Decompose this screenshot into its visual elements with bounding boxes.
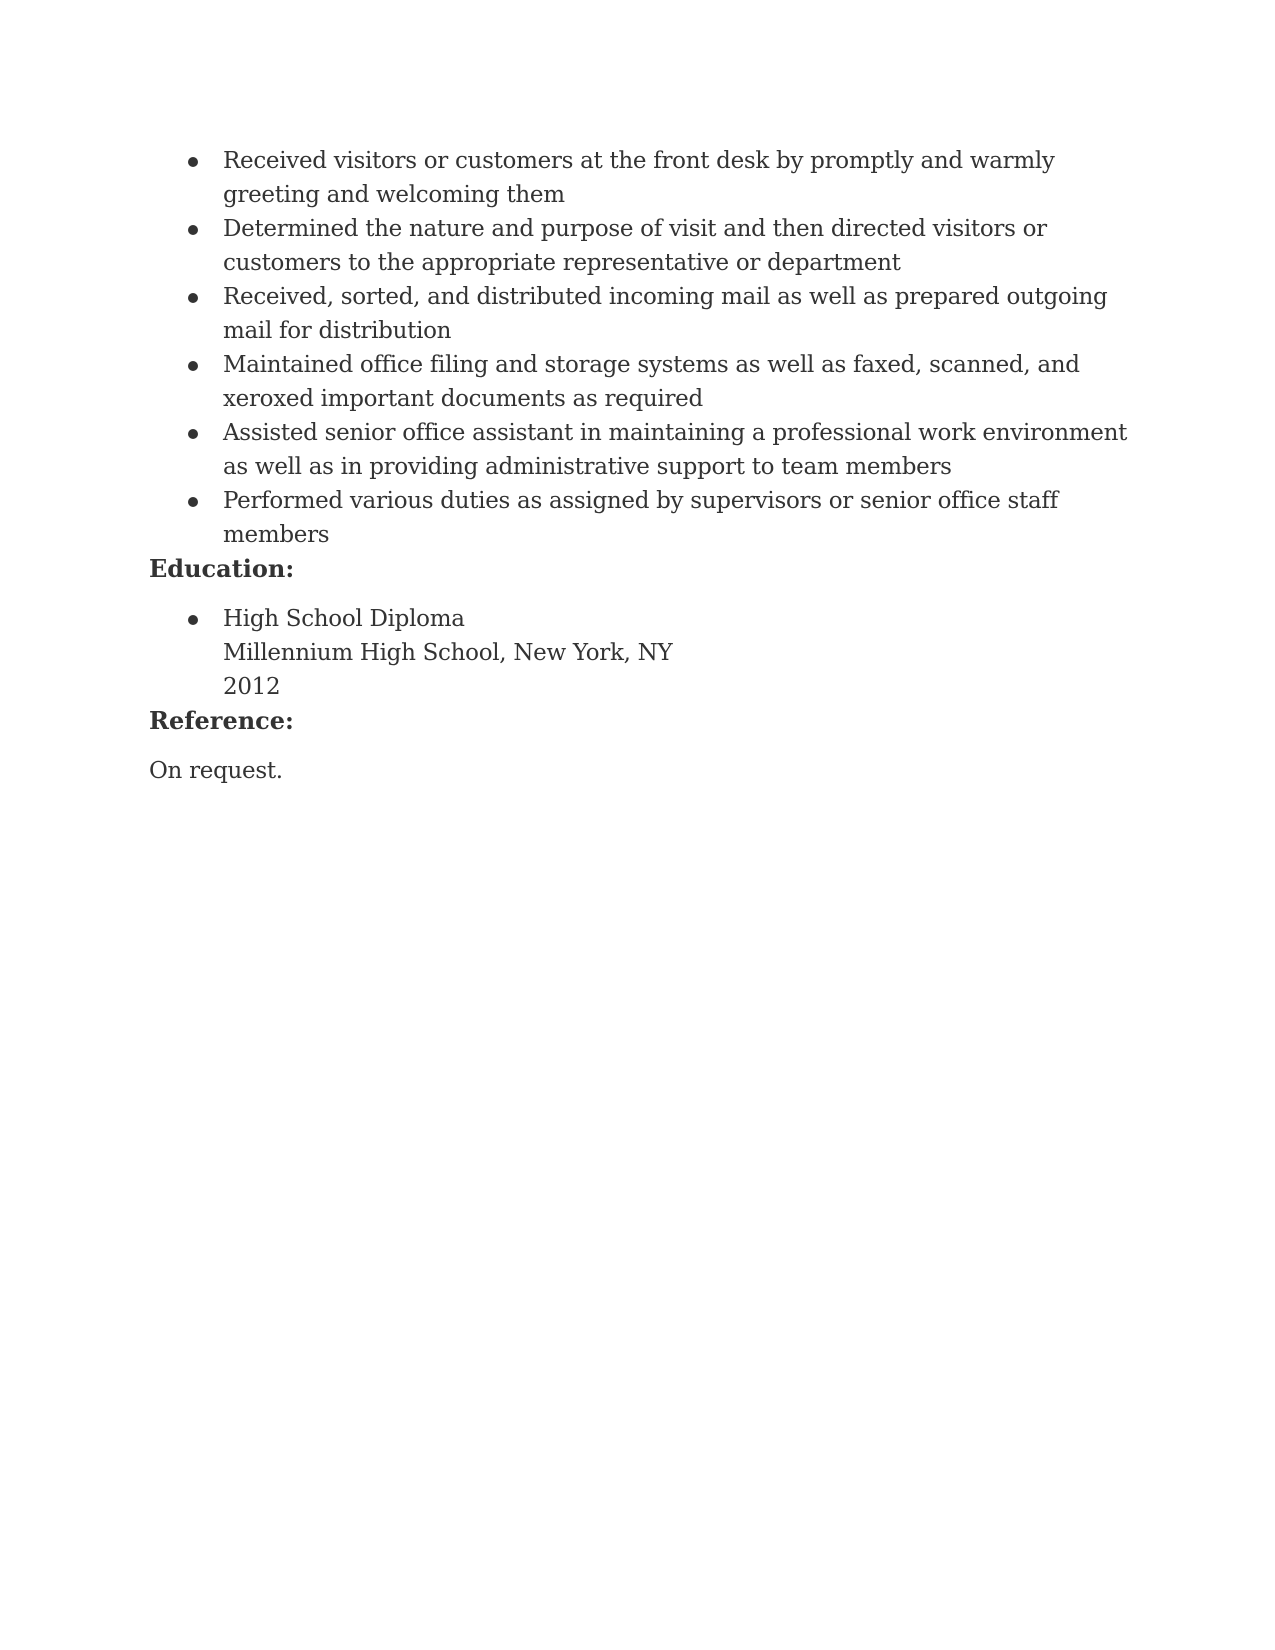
list-item: [149, 416, 1129, 484]
reference-text: On request.: [149, 758, 283, 784]
bullet-icon: [188, 293, 198, 303]
list-item: [149, 484, 1129, 552]
duty-text: Maintained office filing and storage systems as well as faxed, scanned, and xeroxed important documents as required: [223, 352, 1080, 412]
bullet-icon: [188, 615, 198, 625]
list-item: [149, 348, 1129, 416]
list-item: [149, 280, 1129, 348]
education-degree: High School Diploma: [223, 606, 465, 632]
duty-text: Performed various duties as assigned by supervisors or senior office staff members: [223, 488, 1058, 548]
list-item: [149, 212, 1129, 280]
education-year: 2012: [223, 674, 281, 700]
education-heading: Education:: [149, 554, 295, 583]
bullet-icon: [188, 429, 198, 439]
duties-list: [149, 144, 1129, 552]
bullet-icon: [188, 497, 198, 507]
reference-heading: Reference:: [149, 706, 294, 735]
duty-text: Determined the nature and purpose of visit and then directed visitors or customers to the appropriate representative or department: [223, 216, 1047, 276]
resume-content: [149, 144, 1129, 788]
education-school: Millennium High School, New York, NY: [223, 640, 673, 666]
list-item: [149, 602, 1129, 704]
duty-text: Received, sorted, and distributed incoming mail as well as prepared outgoing mail for distribution: [223, 284, 1108, 344]
list-item: [149, 144, 1129, 212]
duty-text: Assisted senior office assistant in maintaining a professional work environment as well as in providing administrative support to team members: [223, 420, 1128, 480]
education-list: [149, 602, 1129, 704]
bullet-icon: [188, 225, 198, 235]
duty-text: Received visitors or customers at the front desk by promptly and warmly greeting and welcoming them: [223, 148, 1055, 208]
bullet-icon: [188, 157, 198, 167]
bullet-icon: [188, 361, 198, 371]
